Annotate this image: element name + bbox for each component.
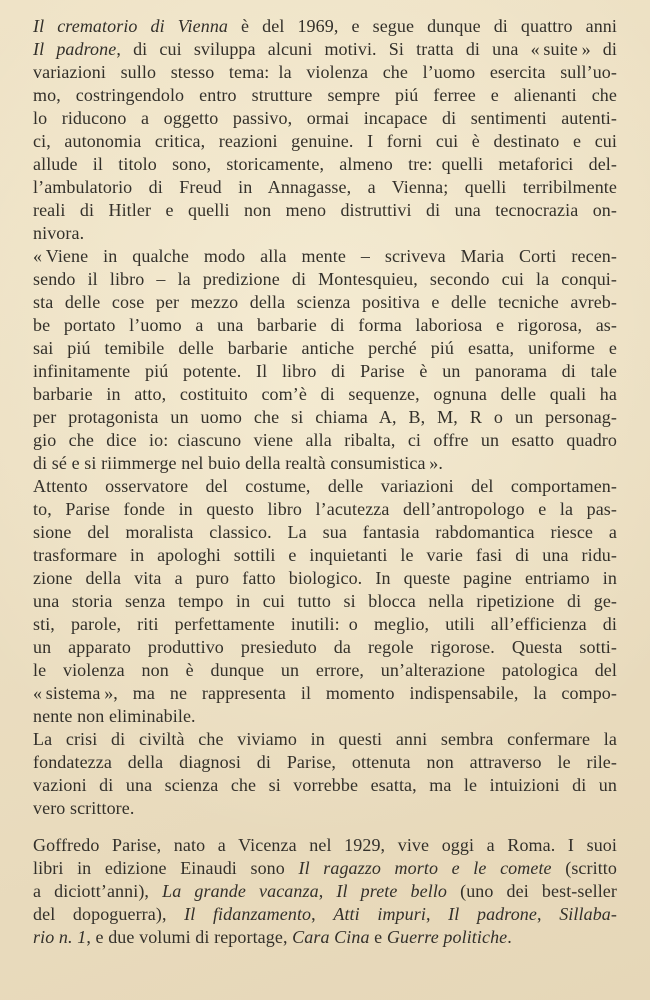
text-line: sione del moralista classico. La sua fantasia rabdomantica riesce a	[33, 522, 617, 542]
text-line: sai piú temibile delle barbarie antiche perché piú esatta, uniforme e	[33, 338, 617, 358]
text-line: nente non eliminabile.	[33, 706, 196, 726]
text-line: di sé e si riimmerge nel buio della realtà consumistica ».	[33, 453, 443, 473]
text-line: mo, costringendolo entro strutture sempre piú ferree e alienanti che	[33, 85, 617, 105]
book-jacket-text	[33, 15, 617, 949]
text-line: un apparato produttivo presieduto da regole rigorose. Questa sotti-	[33, 637, 617, 657]
text-line: sta delle cose per mezzo della scienza positiva e delle tecniche avreb-	[33, 292, 617, 312]
text-line: ci, autonomia critica, reazioni genuine. I forni cui è destinato e cui	[33, 131, 617, 151]
text-line: « sistema », ma ne rappresenta il momento indispensabile, la compo-	[33, 683, 617, 703]
text-line: be portato l’uomo a una barbarie di forma laboriosa e rigorosa, as-	[33, 315, 617, 335]
text-line: reali di Hitler e quelli non meno distruttivi di una tecnocrazia on-	[33, 200, 617, 220]
paragraph-author-bio	[33, 834, 617, 949]
text-line: barbarie in atto, costituito com’è di sequenze, ognuna delle quali ha	[33, 384, 617, 404]
text-line: infinitamente piú potente. Il libro di Parise è un panorama di tale	[33, 361, 617, 381]
text-line: Attento osservatore del costume, delle variazioni del comportamen-	[33, 476, 617, 496]
text-line: una storia senza tempo in cui tutto si blocca nella ripetizione di ge-	[33, 591, 617, 611]
text-line: zione della vita a puro fatto biologico. In queste pagine entriamo in	[33, 568, 617, 588]
text-line: allude il titolo sono, storicamente, almeno tre: quelli metaforici del-	[33, 154, 617, 174]
text-line: Il crematorio di Vienna è del 1969, e segue dunque di quattro anni	[33, 16, 617, 36]
text-line: gio che dice io: ciascuno viene alla ribalta, ci offre un esatto quadro	[33, 430, 617, 450]
text-line: La crisi di civiltà che viviamo in questi anni sembra confermare la	[33, 729, 617, 749]
text-line: « Viene in qualche modo alla mente – scriveva Maria Corti recen-	[33, 246, 617, 266]
text-line: l’ambulatorio di Freud in Annagasse, a Vienna; quelli terribilmente	[33, 177, 617, 197]
paragraph-intro	[33, 15, 617, 245]
text-line: le violenza non è dunque un errore, un’alterazione patologica del	[33, 660, 617, 680]
text-line: trasformare in apologhi sottili e inquietanti le varie fasi di una ridu-	[33, 545, 617, 565]
text-line: sti, parole, riti perfettamente inutili: o meglio, utili all’efficienza di	[33, 614, 617, 634]
text-line: lo riducono a oggetto passivo, ormai incapace di sentimenti autenti-	[33, 108, 617, 128]
text-line: del dopoguerra), Il fidanzamento, Atti impuri, Il padrone, Sillaba-	[33, 904, 618, 924]
text-line: Il padrone, di cui sviluppa alcuni motivi. Si tratta di una « suite » di	[33, 39, 617, 59]
text-line: nivora.	[33, 223, 85, 243]
text-line: variazioni sullo stesso tema: la violenza che l’uomo esercita sull’uo-	[33, 62, 617, 82]
text-line: sendo il libro – la predizione di Montesquieu, secondo cui la conqui-	[33, 269, 617, 289]
text-line: a diciott’anni), La grande vacanza, Il prete bello (uno dei best-seller	[33, 881, 617, 901]
text-line: per protagonista un uomo che si chiama A, B, M, R o un personag-	[33, 407, 617, 427]
text-line: vero scrittore.	[33, 798, 135, 818]
text-line: libri in edizione Einaudi sono Il ragazzo morto e le comete (scritto	[33, 858, 618, 878]
paragraph-commentary	[33, 475, 617, 728]
text-line: fondatezza della diagnosi di Parise, ottenuta non attraverso le rile-	[33, 752, 617, 772]
paragraph-conclusion	[33, 728, 617, 820]
text-line: Goffredo Parise, nato a Vicenza nel 1929, vive oggi a Roma. I suoi	[33, 835, 617, 855]
text-line: to, Parise fonde in questo libro l’acutezza dell’antropologo e la pas-	[33, 499, 617, 519]
text-line: vazioni di una scienza che si vorrebbe esatta, ma le intuizioni di un	[33, 775, 617, 795]
paragraph-corti-quote	[33, 245, 617, 475]
text-line: rio n. 1, e due volumi di reportage, Cara Cina e Guerre politiche.	[33, 927, 512, 947]
